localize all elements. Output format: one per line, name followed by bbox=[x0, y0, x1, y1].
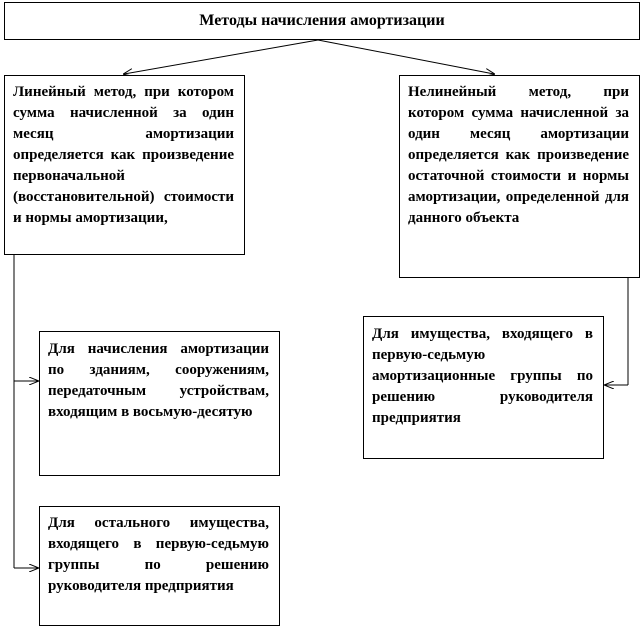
other-property-box bbox=[39, 506, 280, 626]
arrow-title-to-nonlinear bbox=[318, 40, 494, 74]
nonlinear-method-text: Нелинейный метод, при котором сумма начисленной за один месяц амортизации определяется как произведение остаточной стоимости и нормы амортизации, определенной для данного объекта bbox=[408, 84, 629, 226]
nonlinear-groups-text: Для имущества, входящего в первую-седьмую амортизационные группы по решению руководителя предприятия bbox=[372, 326, 593, 426]
diagram-title: Методы начисления амортизации bbox=[199, 12, 445, 29]
other-property-text: Для остального имущества, входящего в первую-седьмую группы по решению руководителя предприятия bbox=[48, 515, 269, 594]
linear-method-text: Линейный метод, при котором сумма начисленной за один месяц амортизации определяется как произведение первоначальной (восстановительной) стоимости и нормы амортизации, bbox=[13, 84, 234, 226]
nonlinear-groups-box bbox=[363, 316, 604, 459]
nonlinear-method-box bbox=[399, 75, 640, 278]
arrow-title-to-linear bbox=[124, 40, 318, 74]
buildings-box bbox=[39, 331, 280, 476]
buildings-text: Для начисления амортизации по зданиям, сооружениям, передаточным устройствам, входящим в восьмую-десятую bbox=[48, 341, 269, 420]
title-box bbox=[4, 2, 640, 40]
linear-method-box bbox=[4, 75, 245, 255]
